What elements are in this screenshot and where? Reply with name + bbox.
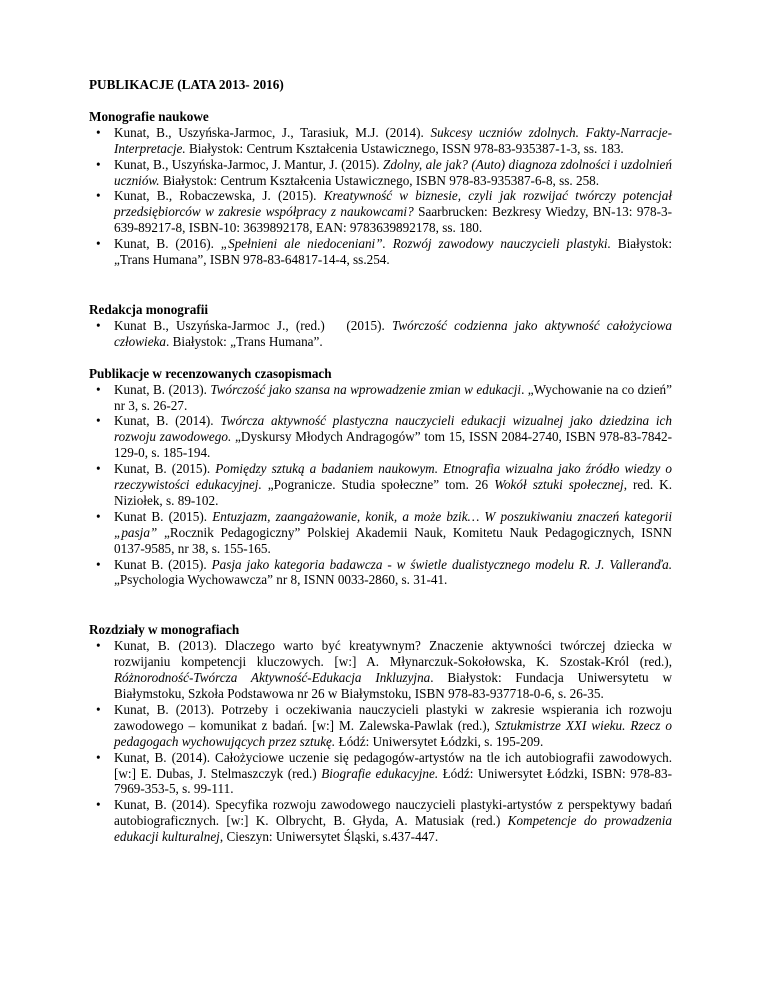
publication-list — [89, 318, 672, 350]
publication-list — [89, 125, 672, 268]
list-item: • Kunat B., Uszyńska-Jarmoc J., (red.) (2015). Twórczość codzienna jako aktywność całożyciowa człowieka. Białystok: „Trans Humana”. — [89, 318, 672, 350]
section-heading: Rozdziały w monografiach — [89, 622, 240, 638]
list-item: • Kunat, B. (2014). Twórcza aktywność plastyczna nauczycieli edukacji wizualnej jako dziedzina ich rozwoju zawodowego. „Dyskursy Młodych Andragogów” tom 15, ISSN 2084-2740, ISBN 978-83-7842-129-0, s. 185-194. — [89, 413, 672, 461]
document-page — [89, 77, 672, 845]
list-item: • Kunat, B. (2014). Specyfika rozwoju zawodowego nauczycieli plastyki-artystów z perspektywy badań autobiograficznych. [w:] K. Olbrycht, B. Głyda, A. Matusiak (red.) Kompetencje do prowadzenia edukacji kulturalnej, Cieszyn: Uniwersytet Śląski, s.437-447. — [89, 797, 672, 845]
publication-list — [89, 638, 672, 845]
list-item: • Kunat, B. (2016). „Spełnieni ale niedoceniani”. Rozwój zawodowy nauczycieli plastyki. Białystok: „Trans Humana”, ISBN 978-83-64817-14-4, ss.254. — [89, 236, 672, 268]
section-rozdzialy — [89, 622, 672, 845]
list-item: • Kunat, B. (2014). Całożyciowe uczenie się pedagogów-artystów na tle ich autobiografii zawodowych. [w:] E. Dubas, J. Stelmaszczyk (red.) Biografie edukacyjne. Łódź: Uniwersytet Łódzki, ISBN: 978-83-7969-353-5, s. 99-111. — [89, 750, 672, 798]
list-item: • Kunat B. (2015). Pasja jako kategoria badawcza - w świetle dualistycznego modelu R. J. Valleranďa. „Psychologia Wychowawcza” nr 8, ISNN 0033-2860, s. 31-41. — [89, 557, 672, 589]
list-item: • Kunat, B. (2015). Pomiędzy sztuką a badaniem naukowym. Etnografia wizualna jako źródło wiedzy o rzeczywistości edukacyjnej. „Pogranicze. Studia społeczne” tom. 26 Wokół sztuki społecznej, red. K. Niziołek, s. 89-102. — [89, 461, 672, 509]
section-monografie — [89, 109, 672, 268]
list-item: • Kunat B. (2015). Entuzjazm, zaangażowanie, konik, a może bzik… W poszukiwaniu znaczeń kategorii „pasja” „Rocznik Pedagogiczny” Polskiej Akademii Nauk, Komitetu Nauk Pedagogicznych, ISNN 0137-9585, nr 38, s. 155-165. — [89, 509, 672, 557]
list-item: • Kunat, B. (2013). Potrzeby i oczekiwania nauczycieli plastyki w zakresie wspierania ich rozwoju zawodowego – komunikat z badań. [w:] M. Zalewska-Pawlak (red.), Sztukmistrze XXI wieku. Rzecz o pedagogach wychowujących przez sztukę. Łódź: Uniwersytet Łódzki, s. 195-209. — [89, 702, 672, 750]
list-item: • Kunat, B., Uszyńska-Jarmoc, J., Tarasiuk, M.J. (2014). Sukcesy uczniów zdolnych. Fakty-Narracje-Interpretacje. Białystok: Centrum Kształcenia Ustawicznego, ISSN 978-83-935387-1-3, ss. 183. — [89, 125, 672, 157]
section-heading: Redakcja monografii — [89, 301, 209, 317]
section-heading: Publikacje w recenzowanych czasopismach — [89, 365, 332, 381]
document-title: PUBLIKACJE (LATA 2013- 2016) — [89, 77, 284, 92]
list-item: • Kunat, B. (2013). Dlaczego warto być kreatywnym? Znaczenie aktywności twórczej dziecka w rozwijaniu kompetencji kluczowych. [w:] A. Młynarczuk-Sokołowska, K. Szostak-Król (red.), Różnorodność-Twórcza Aktywność-Edukacja Inkluzyjna. Białystok: Fundacja Uniwersytetu w Białymstoku, Szkoła Podstawowa nr 26 w Białymstoku, ISBN 978-83-937718-0-6, s. 26-35. — [89, 638, 672, 702]
section-redakcja — [89, 302, 672, 350]
publication-list — [89, 382, 672, 589]
list-item: • Kunat, B. (2013). Twórczość jako szansa na wprowadzenie zmian w edukacji. „Wychowanie na co dzień” nr 3, s. 26-27. — [89, 382, 672, 414]
list-item: • Kunat, B., Uszyńska-Jarmoc, J. Mantur, J. (2015). Zdolny, ale jak? (Auto) diagnoza zdolności i uzdolnień uczniów. Białystok: Centrum Kształcenia Ustawicznego, ISBN 978-83-935387-6-8, ss. 258. — [89, 157, 672, 189]
section-heading: Monografie naukowe — [89, 108, 209, 124]
section-czasopisma — [89, 366, 672, 589]
list-item: • Kunat, B., Robaczewska, J. (2015). Kreatywność w biznesie, czyli jak rozwijać twórczy potencjał przedsiębiorców w zakresie współpracy z naukowcami? Saarbrucken: Bezkresy Wiedzy, BN-13: 978-3-639-89217-8, ISBN-10: 3639892178, EAN: 9783639892178, ss. 180. — [89, 188, 672, 236]
